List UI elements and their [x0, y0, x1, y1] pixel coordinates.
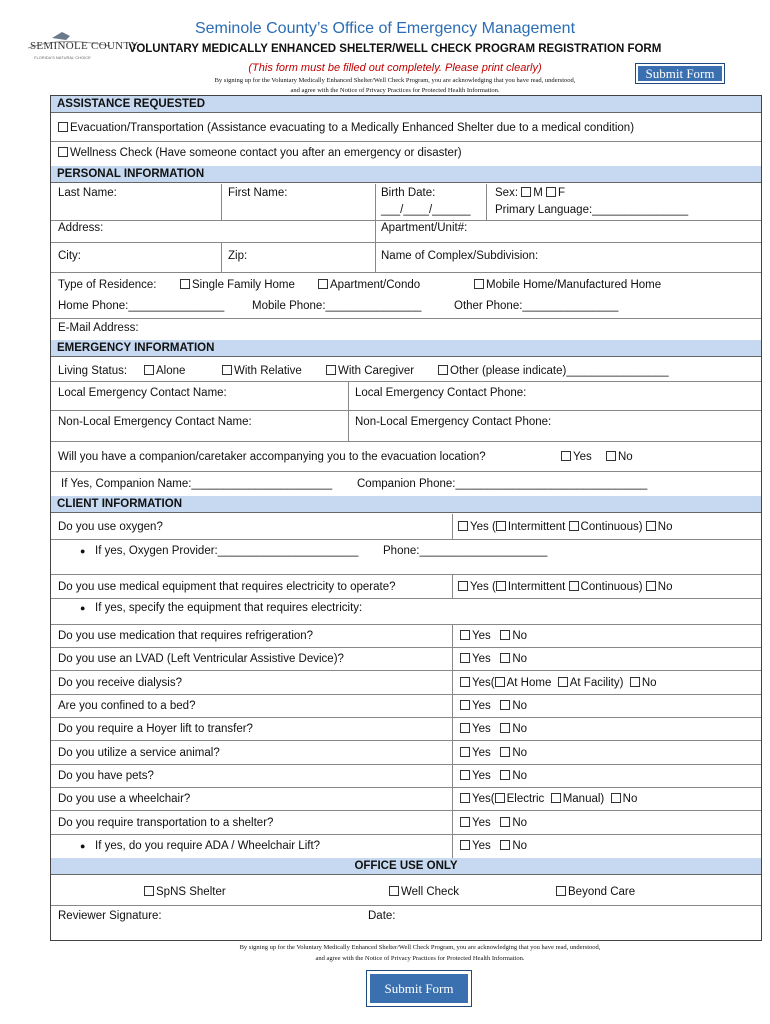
- refrigeration-no-checkbox[interactable]: [500, 630, 510, 640]
- lvad-no-checkbox[interactable]: [500, 653, 510, 663]
- ada-no-checkbox[interactable]: [500, 840, 510, 850]
- pets-question: Do you have pets?: [58, 770, 154, 782]
- office-spns-checkbox[interactable]: [144, 886, 154, 896]
- section-office-use-only: OFFICE USE ONLY: [51, 858, 761, 875]
- sex-f-checkbox[interactable]: [546, 187, 556, 197]
- transport-yes-label: Yes: [472, 817, 491, 829]
- living-other-label: Other (please indicate)________________: [450, 365, 669, 377]
- section-client-information: CLIENT INFORMATION: [51, 496, 761, 513]
- pets-options: [460, 769, 527, 783]
- residence-single-option[interactable]: [180, 278, 295, 292]
- office-wellcheck-option[interactable]: [389, 885, 459, 899]
- service-animal-yes-label: Yes: [472, 747, 491, 759]
- nonlocal-phone-field[interactable]: Non-Local Emergency Contact Phone:: [355, 416, 552, 428]
- oxygen-intermittent-label: Intermittent: [507, 521, 566, 533]
- equipment-yes-label: Yes: [470, 581, 489, 593]
- residence-single-checkbox[interactable]: [180, 279, 190, 289]
- service-animal-yes-checkbox[interactable]: [460, 747, 470, 757]
- oxygen-options: [458, 520, 672, 534]
- dialysis-no-checkbox[interactable]: [630, 677, 640, 687]
- section-personal-information: PERSONAL INFORMATION: [51, 166, 761, 183]
- ada-no-label: No: [512, 840, 528, 852]
- bullet-icon: ●: [80, 546, 86, 556]
- equipment-options: [458, 580, 672, 594]
- consent-notice: [90, 76, 700, 95]
- oxygen-yes-checkbox[interactable]: [458, 521, 468, 531]
- living-alone-checkbox[interactable]: [144, 365, 154, 375]
- wheelchair-electric-checkbox[interactable]: [495, 793, 505, 803]
- sex-m-label: M: [533, 187, 543, 199]
- ada-question-row: [80, 839, 320, 853]
- zip-field[interactable]: Zip:: [228, 250, 248, 262]
- companion-yes-option[interactable]: [561, 450, 592, 464]
- companion-yes-checkbox[interactable]: [561, 451, 571, 461]
- oxygen-yes-label: Yes: [470, 521, 489, 533]
- wellness-check-checkbox[interactable]: [58, 147, 68, 157]
- oxygen-continuous-checkbox[interactable]: [569, 521, 579, 531]
- equipment-intermittent-checkbox[interactable]: [496, 581, 506, 591]
- lvad-yes-label: Yes: [472, 653, 491, 665]
- equipment-specify-field[interactable]: If yes, specify the equipment that requires electricity:: [95, 602, 363, 614]
- companion-no-option[interactable]: [606, 450, 633, 464]
- living-relative-checkbox[interactable]: [222, 365, 232, 375]
- review-date-field[interactable]: Date:: [368, 910, 396, 922]
- companion-question: Will you have a companion/caretaker accompanying you to the evacuation location?: [58, 451, 486, 463]
- oxygen-no-label: No: [657, 521, 673, 533]
- birth-date-field[interactable]: Birth Date:: [381, 187, 436, 199]
- wheelchair-question: Do you use a wheelchair?: [58, 793, 191, 805]
- office-beyondcare-option[interactable]: [556, 885, 635, 899]
- equipment-specify-row: [80, 601, 362, 615]
- evacuation-option[interactable]: [58, 121, 634, 135]
- residence-type-label: Type of Residence:: [58, 279, 157, 291]
- equipment-continuous-label: Continuous): [580, 581, 643, 593]
- dialysis-facility-checkbox[interactable]: [558, 677, 568, 687]
- reviewer-signature-field[interactable]: Reviewer Signature:: [58, 910, 162, 922]
- ada-yes-checkbox[interactable]: [460, 840, 470, 850]
- hoyer-yes-label: Yes: [472, 723, 491, 735]
- residence-mobile-checkbox[interactable]: [474, 279, 484, 289]
- wheelchair-yes-checkbox[interactable]: [460, 793, 470, 803]
- transport-no-label: No: [512, 817, 528, 829]
- refrigeration-yes-label: Yes: [472, 630, 491, 642]
- service-animal-no-label: No: [512, 747, 528, 759]
- lvad-options: [460, 652, 527, 666]
- sex-f-label: F: [558, 187, 566, 199]
- sex-label: Sex:: [495, 187, 519, 199]
- service-animal-options: [460, 746, 527, 760]
- transport-options: [460, 816, 527, 830]
- equipment-paren: (: [491, 581, 496, 593]
- refrigeration-options: [460, 629, 527, 643]
- oxygen-no-checkbox[interactable]: [646, 521, 656, 531]
- bed-yes-checkbox[interactable]: [460, 700, 470, 710]
- consent-line-2: and agree with the Notice of Privacy Practices for Protected Health Information.: [290, 86, 500, 94]
- living-relative-option[interactable]: [222, 364, 302, 378]
- dialysis-question: Do you receive dialysis?: [58, 677, 183, 689]
- consent-line-1: By signing up for the Voluntary Medically Enhanced Shelter/Well Check Program, you are acknowledging that you have read, understood,: [214, 77, 576, 84]
- residence-type-row: [58, 278, 156, 292]
- ada-question: If yes, do you require ADA / Wheelchair Lift?: [95, 840, 321, 852]
- bullet-icon: ●: [80, 841, 86, 851]
- local-contact-field[interactable]: Local Emergency Contact Name:: [58, 387, 227, 399]
- dialysis-paren: (: [490, 677, 495, 689]
- footer-consent-line-1: By signing up for the Voluntary Medically Enhanced Shelter/Well Check Program, you are acknowledging that you have read, understood,: [239, 944, 601, 951]
- local-phone-field[interactable]: Local Emergency Contact Phone:: [355, 387, 527, 399]
- hoyer-no-checkbox[interactable]: [500, 723, 510, 733]
- dialysis-home-label: At Home: [506, 677, 552, 689]
- living-caregiver-checkbox[interactable]: [326, 365, 336, 375]
- wheelchair-electric-label: Electric: [506, 793, 545, 805]
- apartment-field[interactable]: Apartment/Unit#:: [381, 222, 468, 234]
- wheelchair-manual-checkbox[interactable]: [551, 793, 561, 803]
- logo-subtext: FLORIDA'S NATURAL CHOICE: [34, 55, 91, 60]
- dialysis-yes-checkbox[interactable]: [460, 677, 470, 687]
- companion-no-checkbox[interactable]: [606, 451, 616, 461]
- transport-no-checkbox[interactable]: [500, 817, 510, 827]
- submit-form-button-bottom[interactable]: Submit Form: [366, 970, 472, 1007]
- pets-no-label: No: [512, 770, 528, 782]
- lvad-yes-checkbox[interactable]: [460, 653, 470, 663]
- equipment-question: Do you use medical equipment that requires electricity to operate?: [58, 581, 396, 593]
- companion-phone-field[interactable]: Companion Phone:______________________________: [357, 478, 648, 490]
- evacuation-label: Evacuation/Transportation (Assistance evacuating to a Medically Enhanced Shelter due to a medical condition): [70, 122, 635, 134]
- home-phone-field[interactable]: Home Phone:_______________: [58, 300, 225, 312]
- dialysis-options: [460, 676, 657, 690]
- birth-date-blank[interactable]: ___/____/______: [381, 204, 471, 216]
- office-wellcheck-checkbox[interactable]: [389, 886, 399, 896]
- other-phone-field[interactable]: Other Phone:_______________: [454, 300, 619, 312]
- residence-apartment-option[interactable]: [318, 278, 420, 292]
- dialysis-yes-label: Yes: [472, 677, 491, 689]
- wellness-check-label: Wellness Check (Have someone contact you after an emergency or disaster): [70, 147, 462, 159]
- living-status-label: Living Status:: [58, 365, 128, 377]
- living-alone-label: Alone: [156, 365, 186, 377]
- pets-yes-label: Yes: [472, 770, 491, 782]
- wheelchair-no-label: No: [622, 793, 638, 805]
- ada-options: [460, 839, 527, 853]
- service-animal-question: Do you utilize a service animal?: [58, 747, 220, 759]
- instructions-note: (This form must be filled out completely. Please print clearly): [248, 62, 542, 74]
- bed-question: Are you confined to a bed?: [58, 700, 196, 712]
- living-other-checkbox[interactable]: [438, 365, 448, 375]
- refrigeration-no-label: No: [512, 630, 528, 642]
- bullet-icon: ●: [80, 603, 86, 613]
- wheelchair-no-checkbox[interactable]: [611, 793, 621, 803]
- primary-language-field[interactable]: Primary Language:_______________: [495, 204, 689, 216]
- dialysis-no-label: No: [641, 677, 657, 689]
- residence-mobile-option[interactable]: [474, 278, 661, 292]
- logo-text: SEMINOLE COUNTY: [30, 40, 139, 52]
- first-name-field[interactable]: First Name:: [228, 187, 288, 199]
- wellness-check-option[interactable]: [58, 146, 462, 160]
- section-emergency-information: EMERGENCY INFORMATION: [51, 340, 761, 357]
- living-caregiver-option[interactable]: [326, 364, 414, 378]
- sex-m-checkbox[interactable]: [521, 187, 531, 197]
- hoyer-options: [460, 722, 527, 736]
- submit-form-button-top[interactable]: Submit Form: [635, 63, 725, 84]
- equipment-no-checkbox[interactable]: [646, 581, 656, 591]
- residence-apartment-checkbox[interactable]: [318, 279, 328, 289]
- bed-no-checkbox[interactable]: [500, 700, 510, 710]
- living-other-option[interactable]: [438, 364, 669, 378]
- sex-field: [495, 186, 565, 200]
- footer-consent-notice: [120, 942, 720, 964]
- ada-yes-label: Yes: [472, 840, 491, 852]
- equipment-intermittent-label: Intermittent: [507, 581, 566, 593]
- email-field[interactable]: E-Mail Address:: [58, 322, 139, 334]
- lvad-no-label: No: [512, 653, 528, 665]
- wheelchair-manual-label: Manual): [562, 793, 605, 805]
- org-title: Seminole County’s Office of Emergency Management: [194, 20, 576, 37]
- wheelchair-options: [460, 792, 637, 806]
- office-beyondcare-checkbox[interactable]: [556, 886, 566, 896]
- office-spns-label: SpNS Shelter: [156, 886, 226, 898]
- service-animal-no-checkbox[interactable]: [500, 747, 510, 757]
- complex-subdivision-field[interactable]: Name of Complex/Subdivision:: [381, 250, 539, 262]
- companion-no-label: No: [618, 451, 633, 463]
- footer-consent-line-2: and agree with the Notice of Privacy Practices for Protected Health Information.: [315, 955, 525, 962]
- dialysis-home-checkbox[interactable]: [495, 677, 505, 687]
- city-field[interactable]: City:: [58, 250, 81, 262]
- evacuation-checkbox[interactable]: [58, 122, 68, 132]
- mobile-phone-field[interactable]: Mobile Phone:_______________: [252, 300, 422, 312]
- section-assistance-requested: ASSISTANCE REQUESTED: [51, 96, 761, 113]
- oxygen-paren: (: [491, 521, 496, 533]
- dialysis-facility-label: At Facility): [569, 677, 624, 689]
- pets-yes-checkbox[interactable]: [460, 770, 470, 780]
- equipment-no-label: No: [657, 581, 673, 593]
- refrigeration-yes-checkbox[interactable]: [460, 630, 470, 640]
- bed-yes-label: Yes: [472, 700, 491, 712]
- oxygen-phone-field[interactable]: Phone:____________________: [383, 545, 548, 557]
- companion-name-field[interactable]: If Yes, Companion Name:______________________: [61, 478, 333, 490]
- equipment-continuous-checkbox[interactable]: [569, 581, 579, 591]
- oxygen-provider-row: [80, 544, 358, 558]
- transport-yes-checkbox[interactable]: [460, 817, 470, 827]
- address-field[interactable]: Address:: [58, 222, 104, 234]
- bed-options: [460, 699, 527, 713]
- living-status-row: [58, 364, 127, 378]
- living-caregiver-label: With Caregiver: [338, 365, 415, 377]
- pets-no-checkbox[interactable]: [500, 770, 510, 780]
- wheelchair-yes-label: Yes: [472, 793, 491, 805]
- wheelchair-paren: (: [490, 793, 495, 805]
- equipment-yes-checkbox[interactable]: [458, 581, 468, 591]
- transport-question: Do you require transportation to a shelter?: [58, 817, 274, 829]
- nonlocal-contact-field[interactable]: Non-Local Emergency Contact Name:: [58, 416, 252, 428]
- refrigeration-question: Do you use medication that requires refrigeration?: [58, 630, 314, 642]
- last-name-field[interactable]: Last Name:: [58, 187, 117, 199]
- oxygen-question: Do you use oxygen?: [58, 521, 163, 533]
- office-wellcheck-label: Well Check: [401, 886, 459, 898]
- companion-yes-label: Yes: [573, 451, 592, 463]
- hoyer-no-label: No: [512, 723, 528, 735]
- residence-single-label: Single Family Home: [192, 279, 295, 291]
- hoyer-question: Do you require a Hoyer lift to transfer?: [58, 723, 253, 735]
- oxygen-intermittent-checkbox[interactable]: [496, 521, 506, 531]
- living-relative-label: With Relative: [234, 365, 302, 377]
- residence-apartment-label: Apartment/Condo: [330, 279, 421, 291]
- form-title: VOLUNTARY MEDICALLY ENHANCED SHELTER/WELL CHECK PROGRAM REGISTRATION FORM: [128, 43, 662, 55]
- hoyer-yes-checkbox[interactable]: [460, 723, 470, 733]
- bed-no-label: No: [512, 700, 528, 712]
- oxygen-continuous-label: Continuous): [580, 521, 643, 533]
- oxygen-provider-field[interactable]: If yes, Oxygen Provider:______________________: [95, 545, 359, 557]
- lvad-question: Do you use an LVAD (Left Ventricular Assistive Device)?: [58, 653, 344, 665]
- office-beyondcare-label: Beyond Care: [568, 886, 636, 898]
- office-spns-option[interactable]: [144, 885, 226, 899]
- living-alone-option[interactable]: [144, 364, 185, 378]
- residence-mobile-label: Mobile Home/Manufactured Home: [486, 279, 662, 291]
